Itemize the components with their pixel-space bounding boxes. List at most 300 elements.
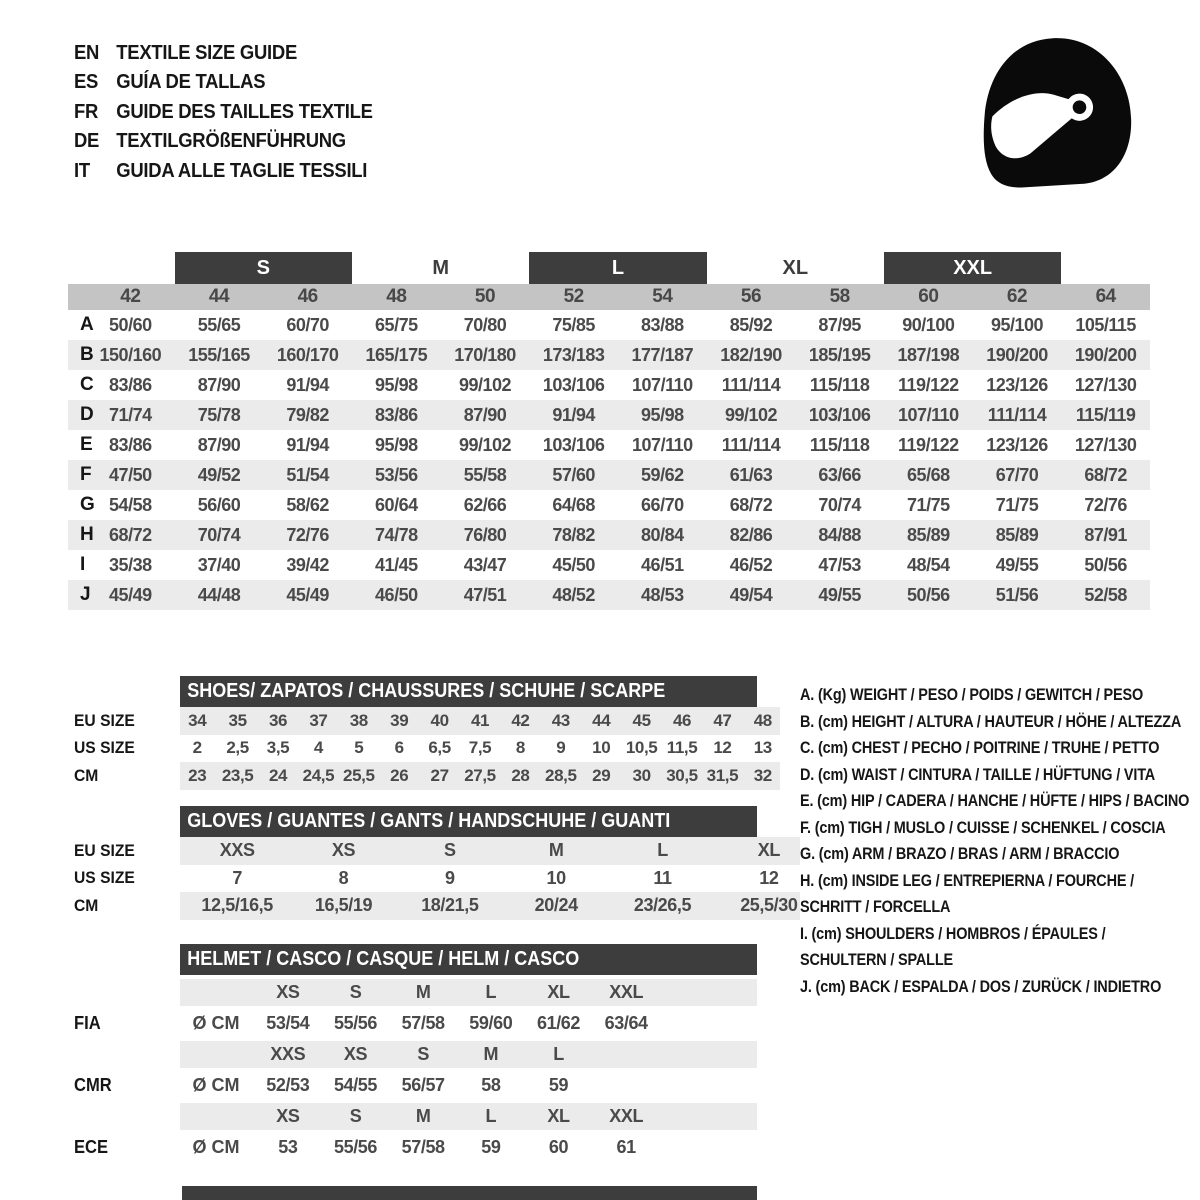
table-cell: 38: [349, 710, 368, 730]
table-cell: 48/52: [552, 584, 595, 605]
language-code: FR: [74, 99, 99, 123]
table-cell: 48: [753, 710, 772, 730]
table-cell: M: [548, 840, 564, 861]
table-cell: 31,5: [706, 765, 739, 785]
diameter-unit-label: Ø CM: [192, 1075, 240, 1095]
table-cell: 87/90: [197, 434, 241, 455]
table-cell: 10: [546, 867, 566, 888]
legend-item-h: SCHRITT / FORCELLA: [800, 897, 951, 917]
table-cell: 59/62: [641, 464, 684, 485]
table-cell: S: [349, 982, 362, 1002]
table-cell: 35: [228, 710, 247, 730]
measure-row-j: [68, 580, 1150, 610]
table-cell: 5: [354, 738, 364, 758]
table-cell: XXS: [219, 840, 255, 861]
legend-item-b: B. (cm) HEIGHT / ALTURA / HAUTEUR / HÖHE / ALTEZZA: [800, 711, 1182, 731]
table-cell: 74/78: [375, 524, 418, 545]
legend-item-j: J. (cm) BACK / ESPALDA / DOS / ZURÜCK / INDIETRO: [800, 976, 1162, 996]
shoes-table-header: [180, 676, 757, 707]
measure-row-b: [68, 340, 1150, 370]
numeric-size-scale: [68, 284, 1150, 310]
row-values: [184, 865, 822, 893]
row-values: [177, 762, 783, 790]
table-cell: 103/106: [808, 404, 871, 425]
table-cell: 99/102: [458, 374, 512, 395]
measure-row-f: [68, 460, 1150, 490]
table-cell: 7,5: [468, 738, 492, 758]
table-cell: 62/66: [463, 494, 507, 515]
table-cell: 46: [672, 710, 692, 730]
table-cell: 75/85: [552, 314, 595, 335]
table-cell: 55/56: [333, 1137, 378, 1157]
table-cell: XS: [276, 982, 300, 1002]
table-cell: 45/49: [286, 584, 329, 605]
size-scale-value: 54: [652, 286, 673, 307]
table-cell: 44/48: [197, 584, 241, 605]
table-cell: 61/63: [729, 464, 773, 485]
table-cell: 57/60: [552, 464, 595, 485]
table-cell: 80/84: [641, 524, 684, 545]
table-cell: 85/92: [729, 314, 773, 335]
row-label: EU SIZE: [74, 710, 135, 730]
table-cell: 115/119: [1075, 404, 1136, 425]
helmet-value-row-ece: [0, 1130, 1200, 1165]
table-cell: 46/52: [729, 554, 773, 575]
measure-row-c: [68, 370, 1150, 400]
table-cell: 58/62: [286, 494, 329, 515]
table-cell: 64/68: [552, 494, 595, 515]
table-cell: 47: [713, 710, 732, 730]
table-cell: 87/91: [1084, 524, 1127, 545]
table-cell: 24,5: [302, 765, 335, 785]
standard-label: FIA: [74, 1013, 101, 1033]
table-cell: 45/50: [552, 554, 595, 575]
table-cell: 54/55: [333, 1075, 378, 1095]
helmet-values: [254, 1006, 660, 1041]
language-title: TEXTILE SIZE GUIDE: [116, 40, 297, 64]
table-cell: 12: [759, 867, 779, 888]
table-cell: L: [485, 1106, 497, 1126]
size-scale-value: 48: [386, 286, 407, 307]
language-title: TEXTILGRÖßENFÜHRUNG: [116, 129, 346, 153]
row-label: CM: [74, 895, 99, 915]
table-cell: 52/53: [266, 1075, 310, 1095]
table-cell: XL: [547, 1106, 570, 1126]
language-row: [74, 156, 373, 186]
table-cell: XXL: [609, 1106, 644, 1126]
shoes-table-title: SHOES/ ZAPATOS / CHAUSSURES / SCHUHE / SCARPE: [187, 680, 666, 702]
table-cell: 60/64: [375, 494, 418, 515]
helmet-values: [254, 1130, 660, 1165]
table-cell: 55/65: [197, 314, 241, 335]
table-cell: 55/58: [463, 464, 507, 485]
table-cell: 30: [632, 765, 651, 785]
table-cell: 60/70: [286, 314, 329, 335]
language-row: [74, 127, 373, 157]
size-scale-value: 64: [1095, 286, 1116, 307]
racing-helmet-icon: [966, 28, 1148, 198]
language-title: GUÍA DE TALLAS: [116, 70, 266, 94]
measure-row-label: J: [80, 584, 91, 605]
table-cell: 99/102: [724, 404, 778, 425]
table-cell: 95/100: [990, 314, 1044, 335]
table-cell: 55/56: [333, 1013, 378, 1033]
measure-row-label: B: [80, 344, 94, 365]
table-cell: 32: [753, 765, 772, 785]
table-cell: 95/98: [375, 434, 418, 455]
table-cell: 87/90: [197, 374, 241, 395]
table-cell: XS: [331, 840, 356, 861]
table-cell: XS: [276, 1106, 300, 1126]
measure-row-a: [68, 310, 1150, 340]
table-cell: L: [485, 982, 497, 1002]
measure-row-i: [68, 550, 1150, 580]
legend-item-h: H. (cm) INSIDE LEG / ENTREPIERNA / FOURCHE /: [800, 870, 1135, 890]
table-cell: 44: [592, 710, 611, 730]
table-cell: 87/95: [818, 314, 861, 335]
table-cell: 70/74: [818, 494, 861, 515]
row-values: [177, 735, 783, 763]
table-cell: 127/130: [1074, 434, 1137, 455]
measure-row-label: I: [80, 554, 86, 575]
table-cell: 36: [268, 710, 288, 730]
table-cell: 49/55: [995, 554, 1039, 575]
table-cell: 85/89: [907, 524, 950, 545]
table-cell: 39: [390, 710, 409, 730]
table-cell: 23/26,5: [633, 895, 692, 916]
measure-row-label: E: [80, 434, 93, 455]
size-scale-value: 56: [740, 286, 762, 307]
table-cell: 190/200: [986, 344, 1048, 365]
table-cell: 95/98: [641, 404, 684, 425]
measure-row-label: A: [80, 314, 94, 335]
table-cell: 43: [551, 710, 570, 730]
size-band-m: M: [432, 256, 449, 279]
table-cell: 45/49: [109, 584, 152, 605]
table-cell: 63/64: [604, 1013, 648, 1033]
table-cell: 12,5/16,5: [201, 895, 273, 916]
table-cell: M: [483, 1044, 499, 1064]
table-cell: 3,5: [266, 738, 290, 758]
table-cell: 45: [632, 710, 651, 730]
measure-row-cells: [86, 400, 1150, 430]
table-cell: 165/175: [365, 344, 428, 365]
measure-row-cells: [86, 460, 1150, 490]
measure-row-label: C: [80, 374, 94, 395]
table-cell: 111/114: [721, 434, 781, 455]
row-label: CM: [74, 765, 99, 785]
measurement-legend: [800, 682, 1200, 1000]
language-code: DE: [74, 129, 100, 153]
table-cell: 115/118: [809, 374, 870, 395]
helmet-value-row-cmr: [0, 1068, 1200, 1103]
table-cell: 37/40: [197, 554, 241, 575]
table-cell: 39/42: [286, 554, 329, 575]
table-cell: 35/38: [109, 554, 152, 575]
table-cell: L: [657, 840, 668, 861]
table-cell: 119/122: [898, 374, 959, 395]
measure-row-cells: [86, 580, 1150, 610]
garment-size-table: [68, 252, 1150, 612]
row-label: EU SIZE: [74, 840, 135, 860]
table-cell: 68/72: [729, 494, 773, 515]
standard-label: ECE: [74, 1137, 109, 1157]
table-cell: XL: [757, 840, 780, 861]
table-cell: 25,5/30: [740, 895, 798, 916]
table-cell: 190/200: [1074, 344, 1137, 365]
table-cell: 46/51: [641, 554, 684, 575]
table-cell: 82/86: [729, 524, 773, 545]
table-cell: 10: [592, 738, 611, 758]
table-cell: 185/195: [808, 344, 871, 365]
table-cell: 107/110: [632, 434, 693, 455]
table-cell: 9: [445, 867, 455, 888]
language-row: [74, 97, 373, 127]
table-cell: 16,5/19: [314, 895, 373, 916]
table-cell: 85/89: [995, 524, 1039, 545]
legend-item-a: A. (Kg) WEIGHT / PESO / POIDS / GEWITCH / PESO: [800, 685, 1144, 705]
language-code: ES: [74, 70, 99, 94]
table-cell: 119/122: [898, 434, 959, 455]
table-cell: 49/54: [729, 584, 773, 605]
table-cell: 65/75: [375, 314, 418, 335]
table-cell: 91/94: [286, 374, 329, 395]
table-cell: 28: [511, 765, 530, 785]
table-cell: 115/118: [809, 434, 870, 455]
table-cell: 6: [394, 738, 404, 758]
helmet-size-labels: [254, 979, 660, 1006]
helmet-value-row-fia: [0, 1006, 1200, 1041]
table-cell: 23,5: [221, 765, 254, 785]
table-cell: 28,5: [545, 765, 577, 785]
table-cell: 4: [313, 738, 323, 758]
standard-label: CMR: [74, 1075, 112, 1095]
measure-row-h: [68, 520, 1150, 550]
diameter-unit-label: Ø CM: [192, 1013, 240, 1033]
table-cell: 23: [188, 765, 207, 785]
language-code: IT: [74, 158, 90, 182]
table-cell: 2,5: [226, 738, 249, 758]
table-cell: 83/88: [641, 314, 684, 335]
table-cell: 72/76: [1084, 494, 1127, 515]
table-cell: 72/76: [286, 524, 329, 545]
table-cell: XS: [343, 1044, 368, 1064]
table-cell: 20/24: [534, 895, 578, 916]
size-scale-value: 50: [474, 286, 496, 307]
table-cell: 78/82: [552, 524, 595, 545]
measure-row-label: F: [80, 464, 92, 485]
row-label: US SIZE: [74, 868, 135, 888]
language-title-block: [74, 38, 406, 186]
table-cell: 91/94: [552, 404, 595, 425]
measure-row-cells: [86, 550, 1150, 580]
measure-row-label: H: [80, 524, 94, 545]
language-row: [74, 38, 373, 68]
table-cell: 70/74: [197, 524, 241, 545]
table-cell: 54/58: [109, 494, 152, 515]
table-cell: 50/56: [907, 584, 950, 605]
table-cell: 68/72: [1084, 464, 1127, 485]
table-cell: S: [349, 1106, 362, 1126]
helmet-values: [254, 1068, 660, 1103]
table-cell: 65/68: [907, 464, 950, 485]
helmet-size-labels: [254, 1041, 660, 1068]
table-cell: S: [417, 1044, 429, 1064]
table-cell: 105/115: [1075, 314, 1136, 335]
table-cell: 49/55: [818, 584, 861, 605]
table-cell: 160/170: [276, 344, 339, 365]
size-scale-value: 52: [563, 286, 584, 307]
table-cell: 59: [481, 1137, 501, 1157]
table-cell: 58: [481, 1075, 501, 1095]
table-cell: 26: [390, 765, 409, 785]
table-cell: M: [415, 982, 431, 1002]
table-cell: 111/114: [987, 404, 1047, 425]
legend-item-g: G. (cm) ARM / BRAZO / BRAS / ARM / BRACCIO: [800, 844, 1120, 864]
table-cell: 182/190: [720, 344, 782, 365]
helmet-sizes-row-ece: [0, 1103, 1200, 1130]
table-cell: 12: [713, 738, 732, 758]
table-cell: 177/187: [631, 344, 694, 365]
size-scale-value: 58: [829, 286, 850, 307]
legend-item-i: SCHULTERN / SPALLE: [800, 950, 953, 970]
table-cell: 83/86: [109, 434, 152, 455]
legend-item-i: I. (cm) SHOULDERS / HOMBROS / ÉPAULES /: [800, 923, 1106, 943]
measure-row-label: D: [80, 404, 94, 425]
measure-row-e: [68, 430, 1150, 460]
table-cell: 187/198: [897, 344, 960, 365]
language-title: GUIDA ALLE TAGLIE TESSILI: [116, 158, 368, 182]
table-cell: 11,5: [666, 738, 698, 758]
table-cell: 63/66: [818, 464, 861, 485]
table-cell: 103/106: [542, 434, 605, 455]
table-cell: 47/51: [463, 584, 507, 605]
truncated-section-bar: [182, 1186, 757, 1200]
table-cell: 51/54: [286, 464, 329, 485]
size-band-l: L: [529, 252, 706, 284]
size-scale-value: 62: [1006, 286, 1028, 307]
table-cell: 53: [278, 1137, 298, 1157]
table-cell: 57/58: [401, 1013, 445, 1033]
table-cell: 42: [511, 710, 530, 730]
table-cell: 53/54: [266, 1013, 310, 1033]
helmet-table-header: [180, 944, 757, 975]
table-cell: 10,5: [625, 738, 658, 758]
measure-row-cells: [86, 310, 1150, 340]
legend-item-e: E. (cm) HIP / CADERA / HANCHE / HÜFTE / HIPS / BACINO: [800, 791, 1190, 811]
table-cell: 107/110: [898, 404, 959, 425]
table-cell: 57/58: [401, 1137, 445, 1157]
language-title: GUIDE DES TAILLES TEXTILE: [116, 99, 373, 123]
table-cell: 53/56: [375, 464, 418, 485]
table-cell: 47/53: [818, 554, 861, 575]
size-band-xxl: XXL: [884, 252, 1061, 284]
table-cell: 43/47: [463, 554, 507, 575]
row-values: [177, 707, 783, 735]
table-cell: 61/62: [536, 1013, 581, 1033]
table-cell: 127/130: [1074, 374, 1137, 395]
table-cell: 90/100: [902, 314, 955, 335]
table-cell: 71/75: [907, 494, 950, 515]
table-cell: 95/98: [375, 374, 418, 395]
table-cell: 56/57: [401, 1075, 445, 1095]
table-cell: 111/114: [721, 374, 781, 395]
table-cell: 170/180: [454, 344, 516, 365]
legend-item-f: F. (cm) TIGH / MUSLO / CUISSE / SCHENKEL / COSCIA: [800, 817, 1166, 837]
table-cell: 155/165: [188, 344, 250, 365]
gloves-table-header: [180, 806, 757, 837]
table-cell: 123/126: [986, 434, 1048, 455]
row-values: [184, 892, 822, 920]
table-cell: XXL: [609, 982, 644, 1002]
table-cell: 59/60: [469, 1013, 513, 1033]
table-cell: 27,5: [464, 765, 496, 785]
row-label: US SIZE: [74, 738, 135, 758]
diameter-unit-label: Ø CM: [192, 1137, 240, 1157]
table-cell: 29: [592, 765, 611, 785]
size-scale-value: 44: [208, 286, 230, 307]
table-cell: 48/54: [907, 554, 950, 575]
gloves-table-title: GLOVES / GUANTES / GANTS / HANDSCHUHE / GUANTI: [187, 810, 671, 832]
size-band-xl: XL: [782, 256, 809, 279]
legend-item-c: C. (cm) CHEST / PECHO / POITRINE / TRUHE / PETTO: [800, 738, 1160, 758]
table-cell: 27: [430, 765, 449, 785]
measure-row-cells: [86, 340, 1150, 370]
table-cell: XL: [547, 982, 570, 1002]
table-cell: 70/80: [463, 314, 507, 335]
table-cell: 46/50: [375, 584, 418, 605]
table-cell: 61: [616, 1137, 636, 1157]
table-cell: 84/88: [818, 524, 861, 545]
table-cell: 150/160: [99, 344, 162, 365]
table-cell: 41/45: [375, 554, 418, 575]
table-cell: 13: [753, 738, 772, 758]
table-cell: 66/70: [641, 494, 684, 515]
table-cell: 40: [430, 710, 449, 730]
measure-row-cells: [86, 490, 1150, 520]
table-cell: S: [444, 840, 456, 861]
size-band-s: S: [175, 252, 352, 284]
measure-row-d: [68, 400, 1150, 430]
table-cell: 99/102: [458, 434, 512, 455]
table-cell: 11: [653, 867, 672, 888]
table-cell: 68/72: [109, 524, 152, 545]
size-scale-value: 46: [297, 286, 318, 307]
table-cell: M: [415, 1106, 431, 1126]
measure-row-cells: [86, 430, 1150, 460]
table-cell: 34: [188, 710, 207, 730]
table-cell: 24: [268, 765, 288, 785]
size-scale-value: 42: [120, 286, 141, 307]
table-cell: 37: [309, 710, 328, 730]
table-cell: 103/106: [542, 374, 605, 395]
table-cell: 71/74: [109, 404, 152, 425]
table-cell: 41: [470, 710, 490, 730]
table-cell: 67/70: [995, 464, 1039, 485]
table-cell: 50/60: [109, 314, 152, 335]
table-cell: 50/56: [1084, 554, 1127, 575]
table-cell: 51/56: [995, 584, 1039, 605]
table-cell: 8: [515, 738, 525, 758]
measure-row-label: G: [80, 494, 95, 515]
table-cell: 75/78: [197, 404, 241, 425]
legend-item-d: D. (cm) WAIST / CINTURA / TAILLE / HÜFTUNG / VITA: [800, 764, 1156, 784]
table-cell: 123/126: [986, 374, 1048, 395]
row-values: [184, 837, 822, 865]
helmet-table-title: HELMET / CASCO / CASQUE / HELM / CASCO: [187, 948, 580, 970]
helmet-size-labels: [254, 1103, 660, 1130]
table-cell: 47/50: [109, 464, 152, 485]
